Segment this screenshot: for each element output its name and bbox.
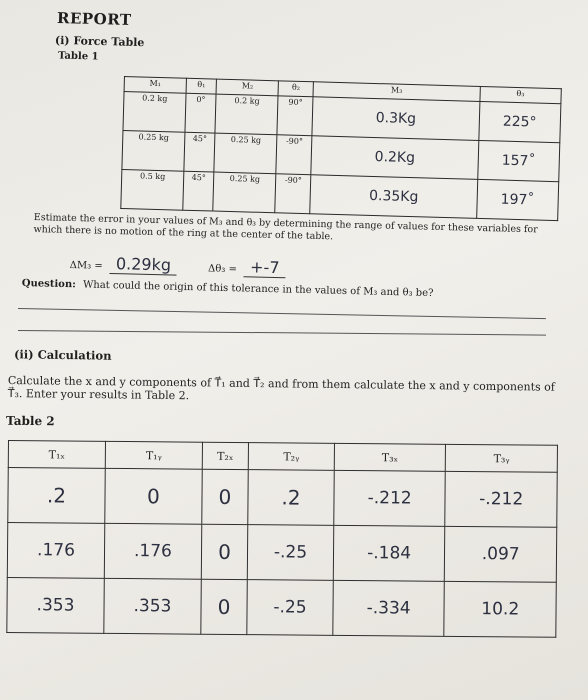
cell-theta3-handwritten: 225°: [478, 101, 560, 142]
cell-theta2: -90°: [276, 135, 312, 175]
components-table: [6, 440, 558, 638]
header-theta2: θ₂: [278, 81, 314, 97]
cell-m1: 0.5 kg: [121, 169, 184, 210]
cell-t2x: 0: [201, 579, 248, 634]
header-t3y: T₃ᵧ: [446, 444, 558, 472]
components-row: [7, 577, 556, 637]
cell-t1y: 0: [105, 468, 202, 524]
cell-theta3-handwritten: 197˚: [476, 179, 558, 220]
cell-t1y: .353: [104, 578, 201, 634]
header-t1x: T₁ₓ: [8, 441, 105, 469]
cell-t3x: -.334: [333, 580, 445, 636]
calculation-heading: (ii) Calculation: [13, 347, 112, 363]
answer-line: [18, 308, 546, 319]
header-m3: M₃: [313, 82, 480, 102]
estimate-instructions: Estimate the error in your values of M₃ and θ₃ by determining the range of values for these variables for which there is no motion of the ring at the center of the table.: [33, 212, 538, 243]
cell-t2y: -.25: [247, 525, 333, 581]
cell-m3-handwritten: 0.35Kg: [310, 175, 477, 219]
components-row: [7, 523, 556, 583]
header-t2x: T₂ₓ: [202, 442, 248, 469]
header-t3x: T₃ₓ: [334, 443, 446, 471]
question: [22, 278, 434, 299]
force-table-heading: (i) Force Table: [54, 33, 145, 50]
delta-m3-label: ΔM₃ =: [69, 259, 103, 272]
cell-theta2: -90°: [275, 174, 311, 214]
cell-t1y: .176: [104, 523, 201, 579]
cell-t2y: .2: [248, 470, 334, 526]
cell-t2y: -.25: [247, 580, 333, 636]
question-label: Question:: [21, 278, 77, 291]
cell-m1: 0.2 kg: [123, 92, 186, 133]
cell-m3-handwritten: 0.2Kg: [311, 136, 478, 180]
table1-label: Table 1: [57, 50, 99, 63]
cell-m2: 0.2 kg: [215, 94, 278, 135]
cell-m2: 0.25 kg: [214, 133, 277, 174]
cell-t3x: -.184: [333, 525, 445, 581]
cell-t1x: .353: [7, 577, 104, 633]
calculation-instructions: Calculate the x and y components of T⃗₁ and T⃗₂ and from them calculate the x and y components of T⃗₃. Enter your results in Table 2.: [7, 374, 555, 403]
cell-t1x: .2: [8, 468, 105, 524]
cell-theta2: 90°: [277, 96, 313, 136]
delta-theta3-label: Δθ₃ =: [207, 263, 238, 276]
header-theta3: θ₃: [480, 86, 562, 103]
error-estimate-row: [70, 253, 314, 279]
cell-t3x: -.212: [334, 470, 446, 526]
cell-t1x: .176: [7, 523, 104, 579]
cell-theta1: 45°: [183, 171, 214, 211]
report-title: REPORT: [56, 9, 132, 29]
header-t1y: T₁ᵧ: [105, 441, 202, 469]
cell-t3y: 10.2: [444, 581, 556, 637]
cell-t3y: .097: [445, 526, 557, 582]
cell-theta3-handwritten: 157˚: [477, 140, 559, 181]
table2-label: Table 2: [5, 413, 55, 429]
force-table: [120, 76, 562, 221]
header-theta1: θ₁: [186, 78, 217, 94]
delta-theta3-value: +-7: [244, 257, 286, 278]
cell-theta1: 45°: [184, 132, 215, 172]
question-text: What could the origin of this tolerance in the values of M₃ and θ₃ be?: [82, 279, 434, 300]
cell-theta1: 0°: [185, 93, 216, 133]
header-t2y: T₂ᵧ: [248, 443, 334, 471]
cell-m2: 0.25 kg: [213, 172, 276, 213]
delta-m3-value: 0.29kg: [110, 254, 178, 276]
header-m2: M₂: [216, 79, 278, 96]
cell-t2x: 0: [201, 524, 248, 579]
header-m1: M₁: [124, 77, 186, 94]
cell-t3y: -.212: [445, 471, 557, 527]
cell-m1: 0.25 kg: [122, 130, 185, 171]
cell-t2x: 0: [202, 469, 249, 524]
answer-line: [18, 330, 546, 336]
components-row: [8, 468, 557, 528]
cell-m3-handwritten: 0.3Kg: [312, 97, 479, 141]
